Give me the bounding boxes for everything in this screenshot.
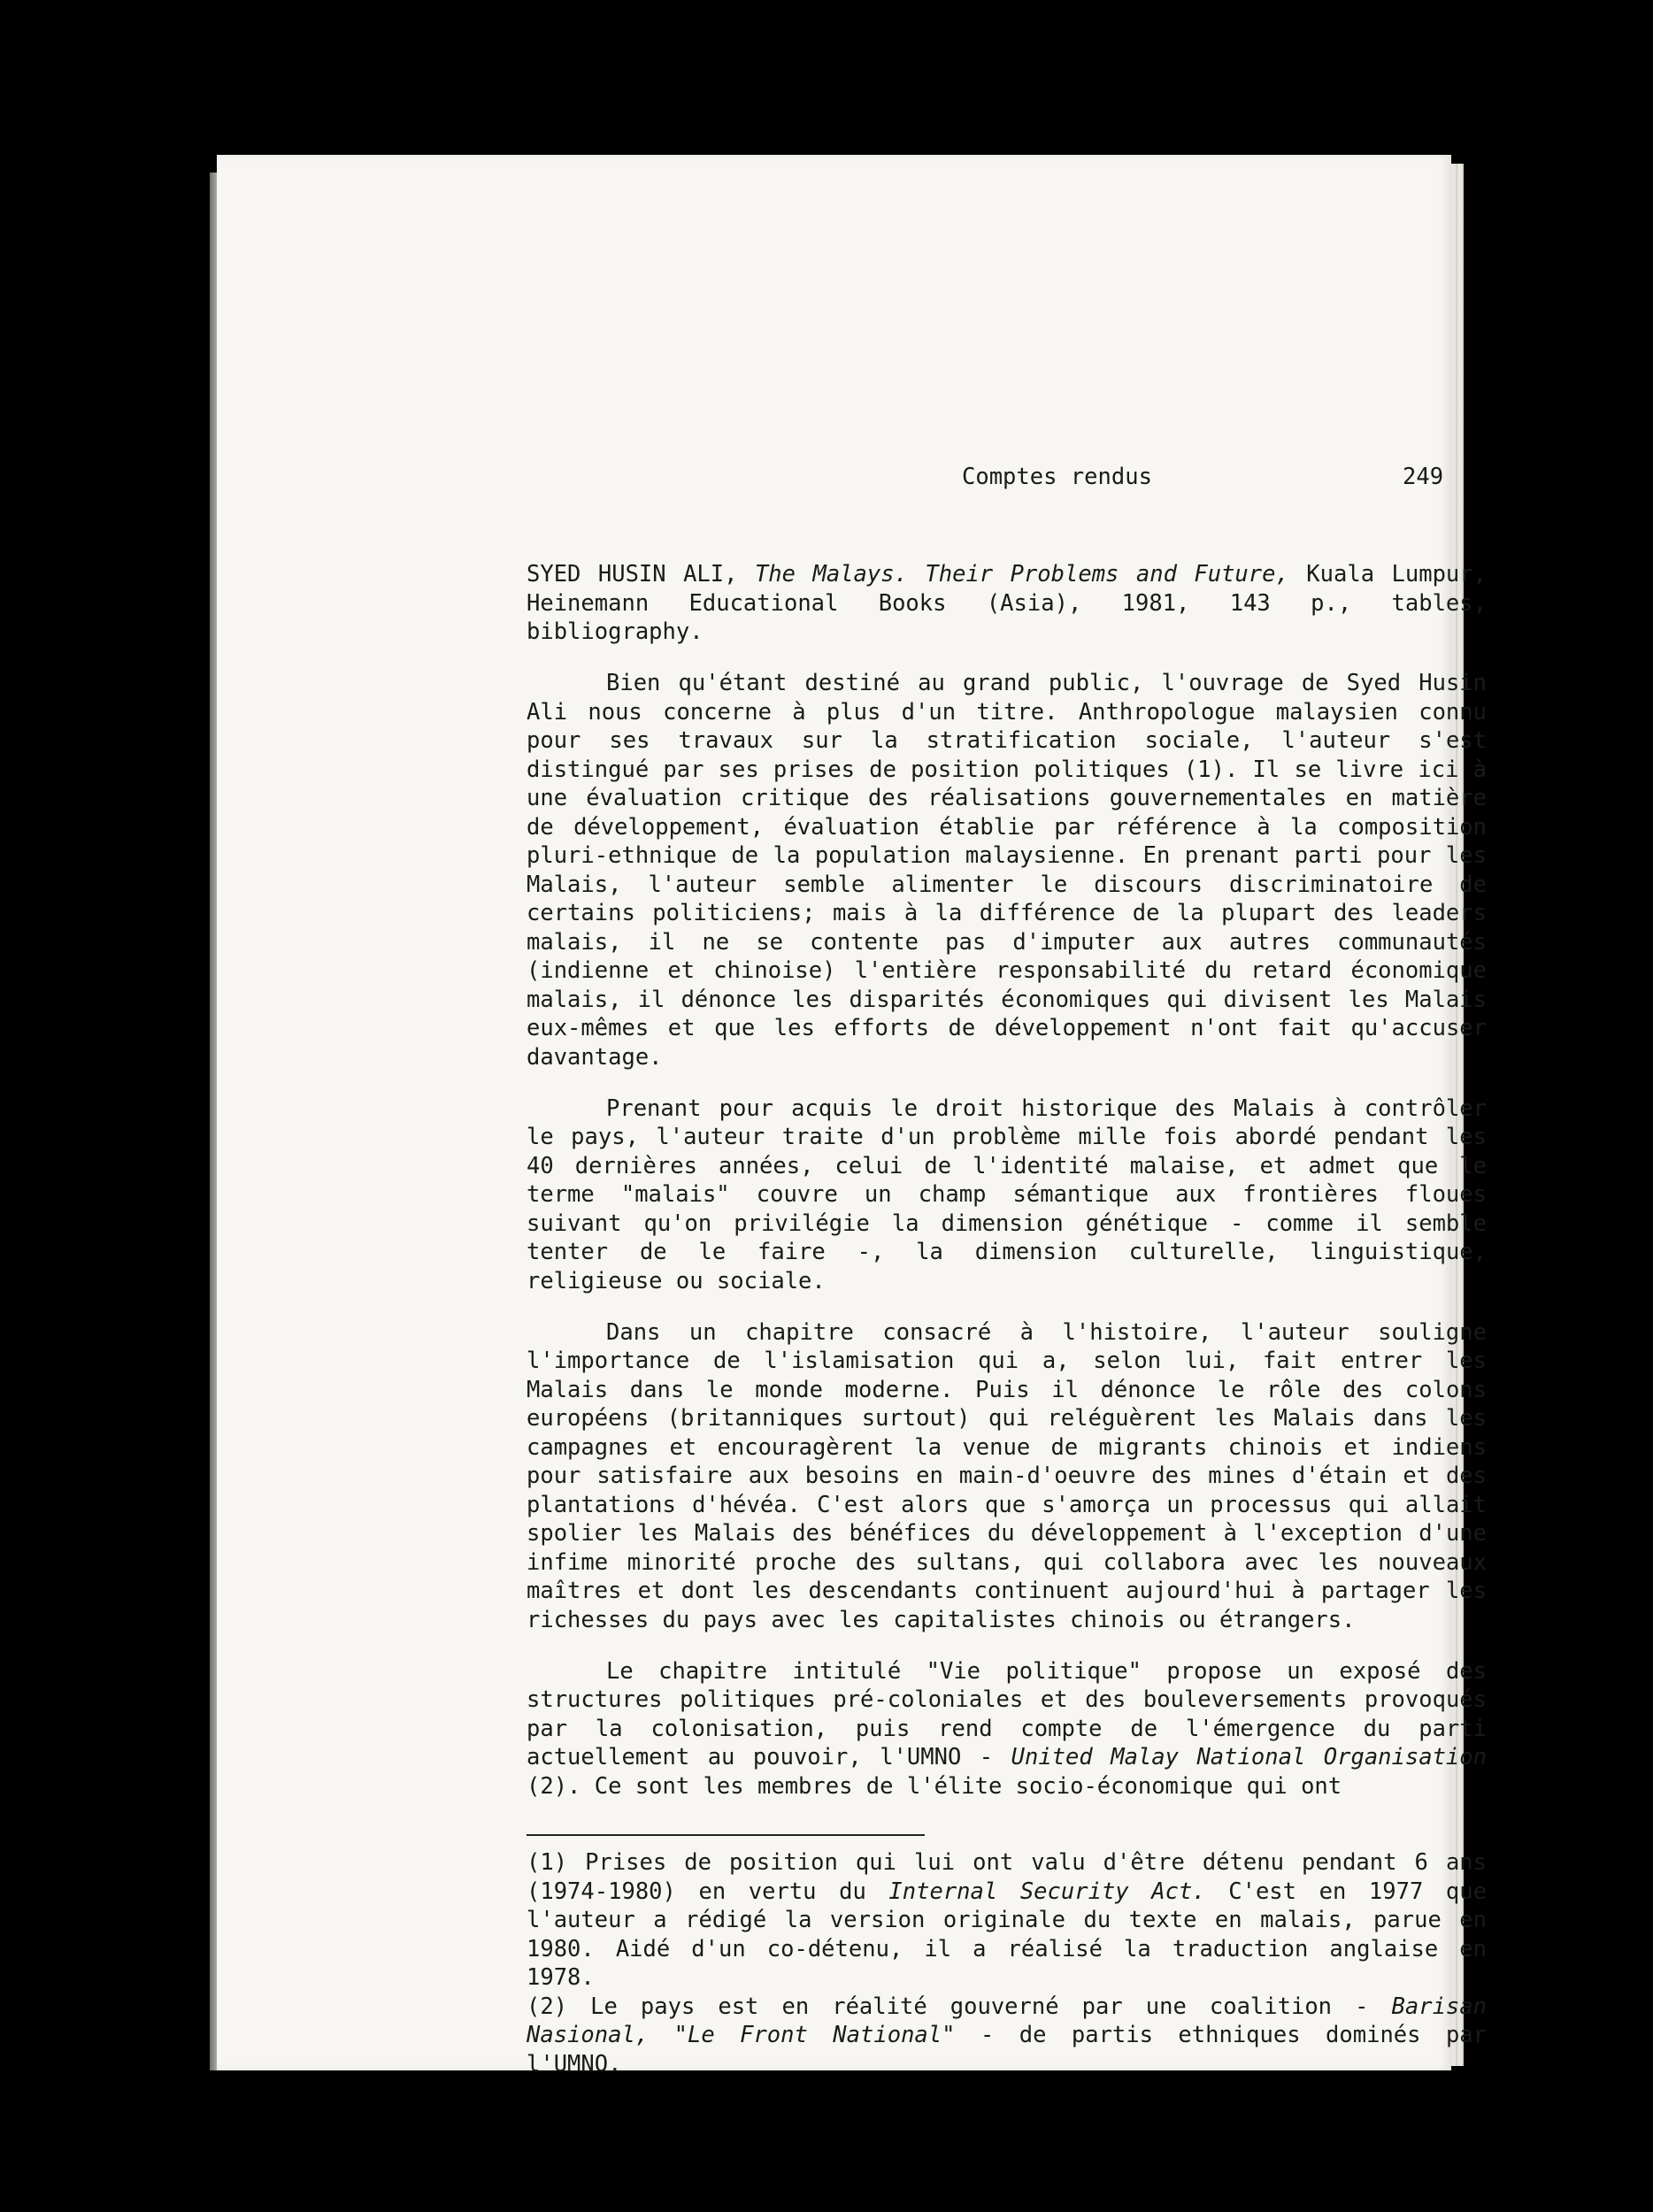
paragraph-4-start: Le chapitre intitulé "Vie politique" propose un exposé des structures politiques pré-coloniales et des bouleversements provoqués par la colonisation, puis rend compte de l'émergence du parti actuellement au pouvoir, l'UMNO - bbox=[527, 1657, 1487, 1770]
footnote-1 bbox=[527, 1848, 1487, 1993]
page-header bbox=[527, 456, 1473, 491]
reference-details: Kuala Lumpur, Heinemann Educational Books (Asia), 1981, 143 p., tables, bibliography. bbox=[527, 561, 1487, 645]
page-text bbox=[527, 456, 1487, 2078]
paragraph-4 bbox=[527, 1657, 1487, 1801]
footnote-separator bbox=[527, 1834, 925, 1836]
footnote-2-italic: Barisan Nasional, "Le Front National" bbox=[527, 1993, 1487, 2048]
footnote-1-italic: Internal Security Act. bbox=[888, 1878, 1206, 1905]
footnote-2-start: (2) Le pays est en réalité gouverné par une coalition - bbox=[527, 1993, 1369, 2020]
page-number: 249 bbox=[1403, 464, 1444, 490]
footnote-2-end: - de partis ethniques dominés par l'UMNO. bbox=[527, 2022, 1487, 2078]
footnote-1-end: C'est en 1977 que l'auteur a rédigé la version originale du texte en malais, parue en 1980. Aidé d'un co-détenu, il a réalisé la traduction anglaise en 1978. bbox=[527, 1878, 1487, 1991]
reference-author: SYED HUSIN ALI, bbox=[527, 561, 738, 588]
paragraph-2: Prenant pour acquis le droit historique des Malais à contrôler le pays, l'auteur traite d'un problème mille fois abordé pendant les 40 dernières années, celui de l'identité malaise, et admet que le terme "malais" couvre un champ sémantique aux frontières floues suivant qu'on privilégie la dimension génétique - comme il semble tenter de le faire -, la dimension culturelle, linguistique, religieuse ou sociale. bbox=[527, 1094, 1487, 1294]
paragraph-4-end: (2). Ce sont les membres de l'élite socio-économique qui ont bbox=[527, 1772, 1342, 1800]
paragraph-3: Dans un chapitre consacré à l'histoire, l'auteur souligne l'importance de l'islamisation qui a, selon lui, fait entrer les Malais dans le monde moderne. Puis il dénonce le rôle des colons européens (britanniques surtout) qui reléguèrent les Malais dans les campagnes et encouragèrent la venue de migrants chinois et indiens pour satisfaire aux besoins en main-d'oeuvre des mines d'étain et des plantations d'hévéa. C'est alors que s'amorça un processus qui allait spolier les Malais des bénéfices du développement à l'exception d'une infime minorité proche des sultans, qui collabora avec les nouveaux maîtres et dont les descendants continuent aujourd'hui à partager les richesses du pays avec les capitalistes chinois ou étrangers. bbox=[527, 1318, 1487, 1633]
footnote-1-start: (1) Prises de position qui lui ont valu d'être détenu pendant 6 ans (1974-1980) en vertu du bbox=[527, 1849, 1487, 1905]
book-page bbox=[217, 155, 1487, 2078]
paragraph-4-italic: United Malay National Organisation bbox=[1011, 1744, 1487, 1770]
running-head: Comptes rendus bbox=[962, 464, 1152, 490]
footnote-2 bbox=[527, 1993, 1487, 2079]
book-reference bbox=[527, 560, 1487, 647]
paragraph-1: Bien qu'étant destiné au grand public, l'ouvrage de Syed Husin Ali nous concerne à plus d'un titre. Anthropologue malaysien connu pour ses travaux sur la stratification sociale, l'auteur s'est distingué par ses prises de position politiques (1). Il se livre ici à une évaluation critique des réalisations gouvernementales en matière de développement, évaluation établie par référence à la composition pluri-ethnique de la population malaysienne. En prenant parti pour les Malais, l'auteur semble alimenter le discours discriminatoire de certains politiciens; mais à la différence de la plupart des leaders malais, il ne se contente pas d'imputer aux autres communautés (indienne et chinoise) l'entière responsabilité du retard économique malais, il dénonce les disparités économiques qui divisent les Malais eux-mêmes et que les efforts de développement n'ont fait qu'accuser davantage. bbox=[527, 670, 1487, 1071]
reference-title: The Malays. Their Problems and Future, bbox=[754, 561, 1289, 588]
